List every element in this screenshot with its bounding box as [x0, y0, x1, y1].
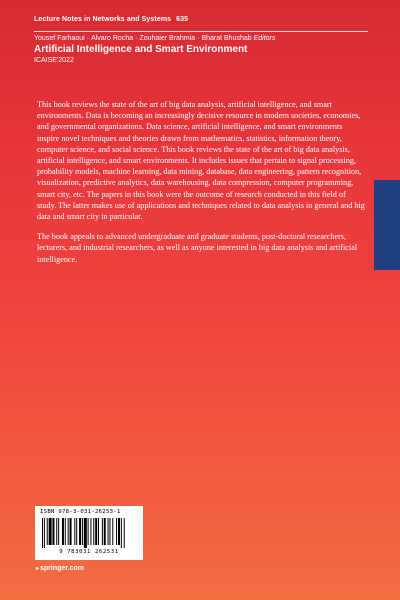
- series-line: [34, 16, 374, 23]
- barcode-bar: [58, 518, 59, 545]
- editor-name: Alvaro Rocha: [91, 35, 134, 42]
- barcode-bar: [121, 518, 122, 548]
- barcode-bar: [98, 518, 99, 545]
- editors-line: [34, 35, 374, 42]
- barcode-bar: [79, 518, 81, 545]
- series-name: Lecture Notes in Networks and Systems: [34, 16, 172, 23]
- barcode-bar: [108, 518, 109, 545]
- blurb-paragraph: This book reviews the state of the art of big data analysis, artificial intelligence, and smart environments. Data is becoming an increasingly decisive resource in modern societies, economies, and governmental organizations. Data science, artificial intelligence, and smart environments inspire novel techniques and theories drawn from mathematics, statistics, information theory, computer science, and social science. This book reviews the state of the art of big data analysis, artificial intelligence, and smart environments. It includes issues that pertain to signal processing, probability models, machine learning, data mining, database, data engineering, pattern recognition, visualization, predictive analytics, data warehousing, data compression, computer programming, smart city, etc. The papers in this book were the outcome of research conducted in this field of study. The latter makes use of applications and techniques related to data analysis in general and big data and smart city in particular.: [37, 100, 365, 222]
- publisher-url: springer.com: [40, 565, 84, 572]
- book-subtitle: ICAISE'2022: [34, 57, 74, 64]
- barcode-bar: [76, 518, 77, 545]
- barcode-bar: [68, 518, 69, 545]
- barcode-bar: [62, 518, 64, 545]
- cover-header: [34, 16, 374, 64]
- barcode-bar: [112, 518, 113, 545]
- barcode-bar: [47, 518, 48, 545]
- barcode-bar: [116, 518, 117, 545]
- barcode-bar: [44, 518, 45, 548]
- arrow-icon: ▸: [36, 566, 40, 572]
- editor-separator: ·: [135, 35, 138, 42]
- barcode-bar: [70, 518, 72, 545]
- editors-role: Editors: [253, 35, 276, 42]
- barcode-bar: [109, 518, 110, 545]
- barcode-digits: 9 783031 262531: [59, 549, 119, 555]
- isbn-label: ISBN 978-3-031-26253-1: [40, 509, 121, 515]
- publisher-website[interactable]: [36, 565, 84, 572]
- book-title: Artificial Intelligence and Smart Environment: [34, 44, 248, 55]
- barcode-bar: [49, 518, 52, 545]
- barcode-bar: [90, 518, 91, 545]
- barcode-bar: [84, 518, 87, 548]
- editor-name: Bharat Bhushab: [201, 35, 252, 42]
- barcode-bar: [93, 518, 94, 545]
- barcode-bar: [124, 518, 125, 548]
- barcode-bar: [102, 518, 103, 545]
- barcode-bar: [74, 518, 75, 545]
- barcode-bar: [118, 518, 120, 545]
- barcode-bar: [42, 518, 43, 548]
- barcode-bar: [95, 518, 97, 545]
- header-divider: [34, 31, 368, 32]
- side-color-tab: [374, 180, 400, 270]
- barcode-graphic: [40, 518, 138, 548]
- barcode-bar: [88, 518, 89, 545]
- editor-name: Yousef Farhaoui: [34, 35, 85, 42]
- barcode-bar: [104, 518, 106, 545]
- barcode-bar: [65, 518, 66, 545]
- series-volume: 635: [176, 16, 189, 23]
- barcode-bar: [56, 518, 57, 545]
- blurb-text: [37, 99, 365, 274]
- editor-name: Zouhaier Brahmia: [139, 35, 196, 42]
- barcode-bar: [52, 518, 54, 545]
- editor-separator: ·: [86, 35, 90, 42]
- blurb-paragraph: The book appeals to advanced undergraduate and graduate students, post-doctoral researchers, lecturers, and industrial researchers, as well as anyone interested in big data analysis and artificial intelligence.: [37, 232, 358, 264]
- barcode-bar: [82, 518, 83, 545]
- isbn-barcode-box: [35, 506, 143, 560]
- editor-separator: ·: [197, 35, 200, 42]
